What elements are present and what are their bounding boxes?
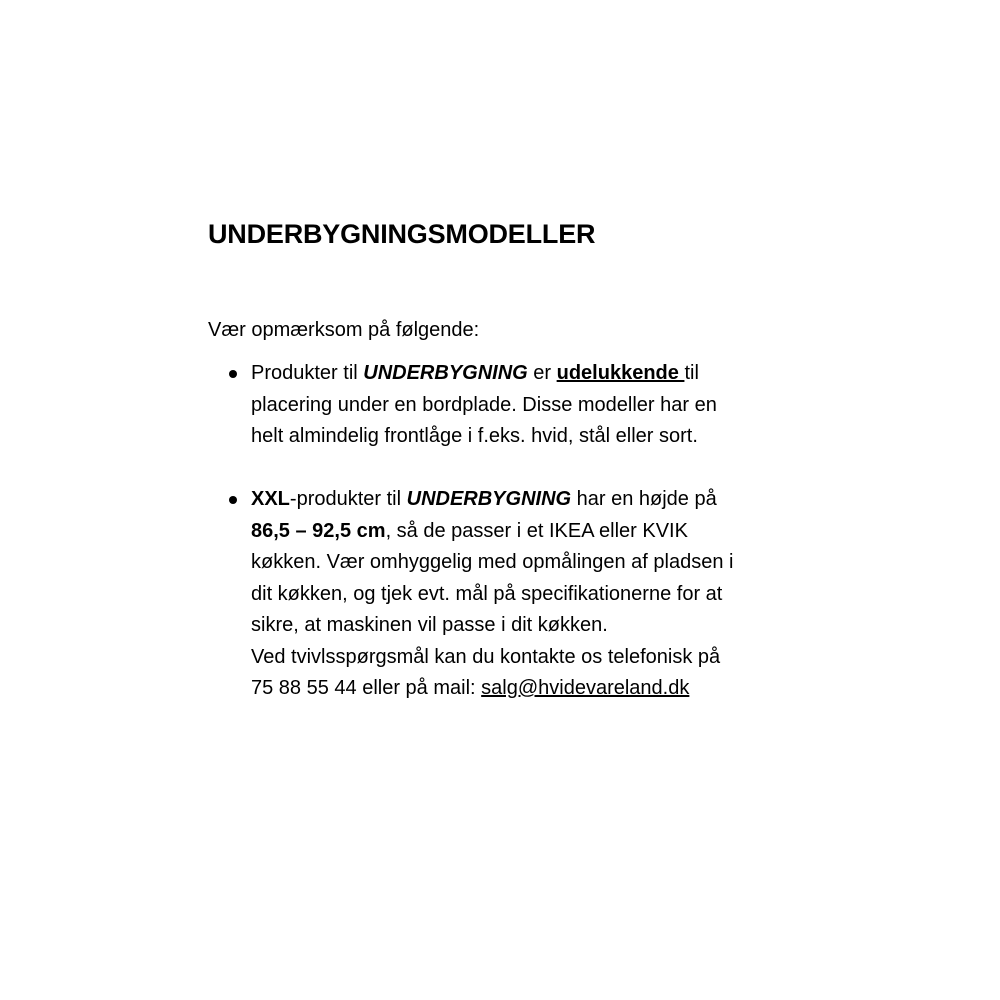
list-item-underbygning xyxy=(208,358,791,453)
emphasis-udelukkende: udelukkende xyxy=(556,362,685,384)
text-segment: , så de passer i et IKEA eller KVIK xyxy=(385,519,688,542)
emphasis-xxl: XXL xyxy=(251,488,290,510)
notice-list xyxy=(208,358,808,705)
bullet-icon xyxy=(229,496,237,504)
email-link[interactable]: salg@hvidevareland.dk xyxy=(481,677,690,699)
bullet2-line7 xyxy=(251,673,791,705)
bullet2-line3: køkken. Vær omhyggelig med opmålingen af pladsen i xyxy=(251,551,734,573)
page-title: UNDERBYGNINGSMODELLER xyxy=(208,219,596,249)
bullet2-line1 xyxy=(251,484,791,516)
text-segment: 75 88 55 44 eller på mail: xyxy=(251,677,482,699)
bullet2-line6: Ved tvivlsspørgsmål kan du kontakte os telefonisk på xyxy=(251,645,721,668)
bullet1-line3: helt almindelig frontlåge i f.eks. hvid, stål eller sort. xyxy=(251,425,698,447)
emphasis-underbygning: UNDERBYGNING xyxy=(406,488,572,510)
list-item-xxl xyxy=(208,484,791,705)
emphasis-height-range: 86,5 – 92,5 cm xyxy=(251,519,386,542)
bullet2-line4: dit køkken, og tjek evt. mål på specifikationerne for at xyxy=(251,582,723,605)
bullet2-line2 xyxy=(251,516,791,548)
bullet1-line2: placering under en bordplade. Disse modeller har en xyxy=(251,393,717,416)
text-segment: Produkter til xyxy=(251,362,364,384)
text-segment: til xyxy=(684,362,699,384)
intro-text: Vær opmærksom på følgende: xyxy=(208,319,480,341)
bullet-icon xyxy=(229,370,237,378)
text-segment: har en højde på xyxy=(571,488,717,510)
emphasis-underbygning: UNDERBYGNING xyxy=(363,362,528,384)
text-segment: er xyxy=(527,362,557,384)
text-segment: -produkter til xyxy=(289,488,407,510)
bullet1-line1 xyxy=(251,358,791,390)
bullet2-line5: sikre, at maskinen vil passe i dit køkken. xyxy=(251,614,608,636)
